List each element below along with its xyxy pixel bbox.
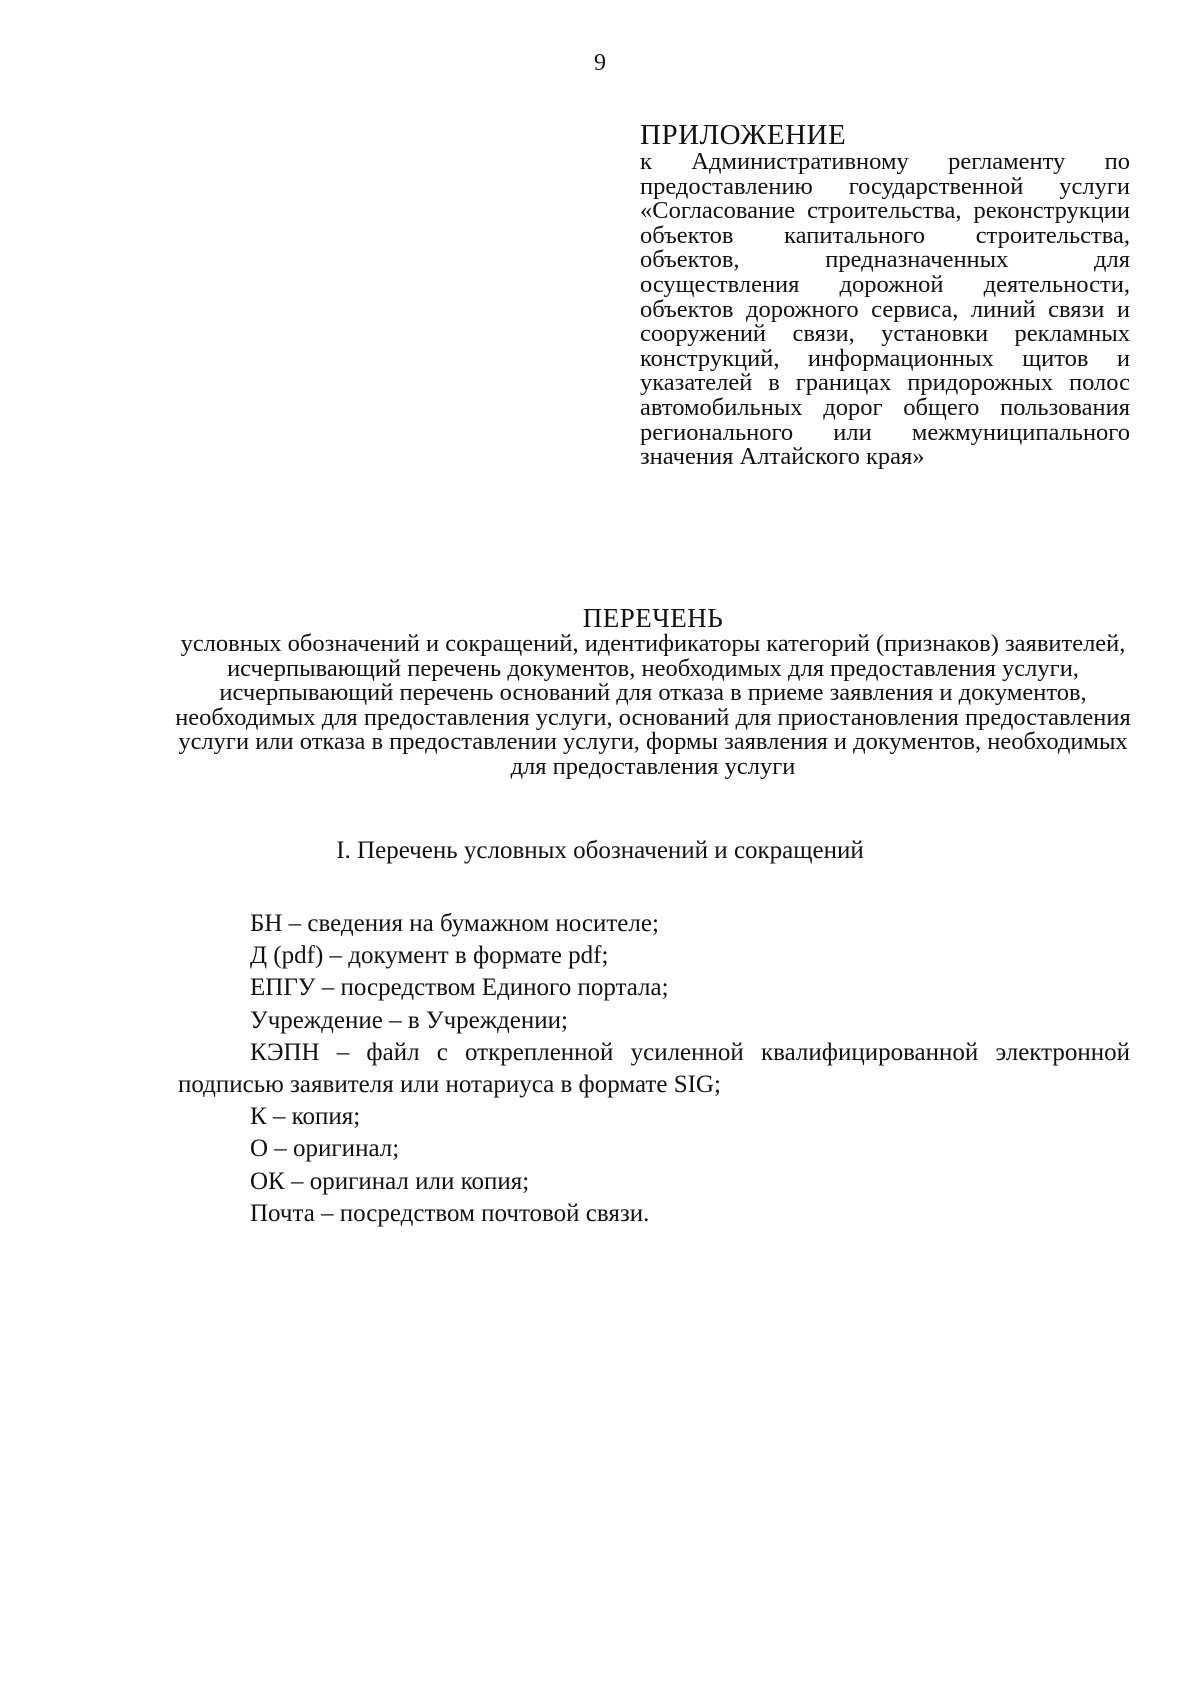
abbreviation-list (178, 908, 1130, 1230)
page-number: 9 (594, 50, 606, 76)
abbreviation-item-o: О – оригинал; (250, 1135, 400, 1163)
appendix-title: ПРИЛОЖЕНИЕ (640, 119, 847, 151)
abbreviation-item-pochta: Почта – посредством почтовой связи. (250, 1199, 650, 1227)
abbreviation-item-k: К – копия; (250, 1103, 361, 1131)
perechen-block (170, 604, 1136, 779)
appendix-block (640, 120, 1130, 470)
abbreviation-item-uchrezhdenie: Учреждение – в Учреждении; (250, 1006, 568, 1034)
abbreviation-item-epgu: ЕПГУ – посредством Единого портала; (250, 974, 669, 1002)
perechen-title: ПЕРЕЧЕНЬ (582, 603, 724, 633)
section-heading: I. Перечень условных обозначений и сокращений (336, 837, 864, 864)
abbreviation-item-kepn: КЭПН – файл с открепленной усиленной квалифицированной электронной подписью заявителя или нотариуса в формате SIG; (178, 1038, 1130, 1099)
abbreviation-item-pdf: Д (pdf) – документ в формате pdf; (250, 942, 609, 970)
appendix-text: к Административному регламенту по предоставлению государственной услуги «Согласование строительства, реконструкции объектов капитального строительства, объектов, предназначенных для осуществления дорожной деятельности, объектов дорожного сервиса, линий связи и сооружений связи, установки рекламных конструкций, информационных щитов и указателей в границах придорожных полос автомобильных дорог общего пользования регионального или межмуниципального значения Алтайского края» (640, 148, 1130, 471)
abbreviation-item-bn: БН – сведения на бумажном носителе; (250, 910, 659, 937)
abbreviation-item-ok: ОК – оригинал или копия; (250, 1167, 530, 1195)
perechen-text: условных обозначений и сокращений, идентификаторы категорий (признаков) заявителей, исчерпывающий перечень документов, необходимых для предоставления услуги, исчерпывающий перечень оснований для отказа в приеме заявления и документов, необходимых для предоставления услуги, оснований для приостановления предоставления услуги или отказа в предоставлении услуги, формы заявления и документов, необходимых для предоставления услуги (175, 630, 1131, 780)
